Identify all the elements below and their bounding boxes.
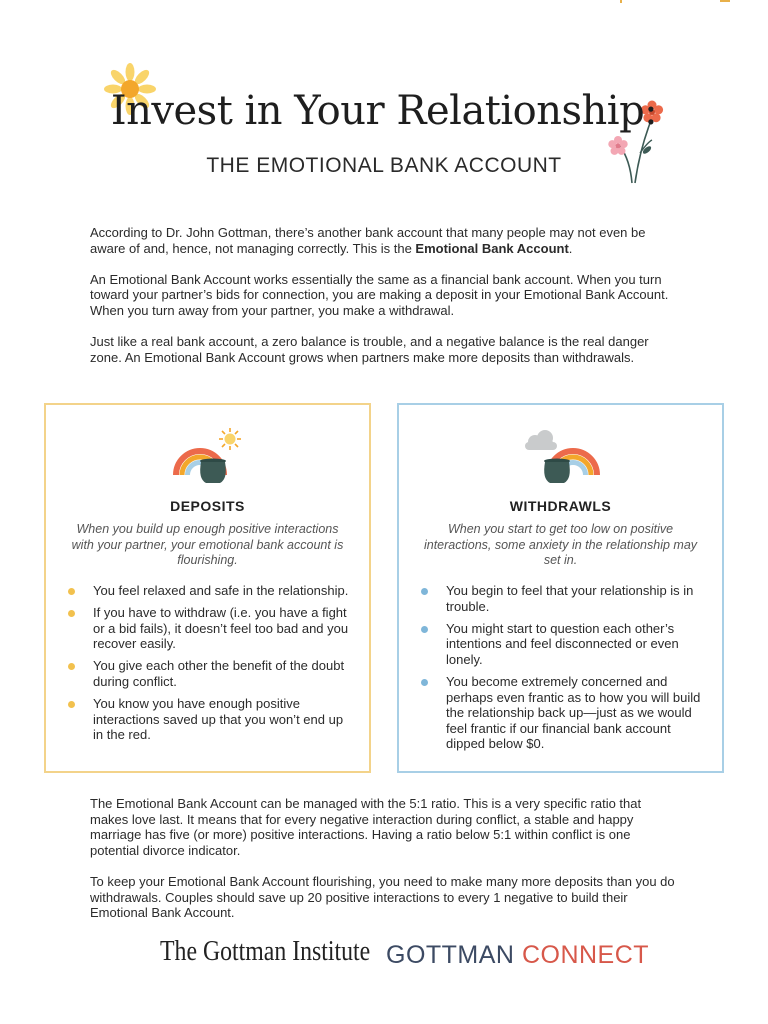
bullet-dot: [68, 663, 75, 670]
intro-p1-end: .: [568, 240, 573, 256]
outro-paragraph-1: The Emotional Bank Account can be managed with the 5:1 ratio. This is a very specific ratio that makes love last. It means that for every negative interaction during conflict, a stable and happy marriage has five (or more) positive interactions. Having a ratio below 5:1 within conflict is one potential divorce indicator.: [90, 796, 642, 858]
intro-p1-bold: Emotional Bank Account: [415, 240, 569, 256]
outro-section: [90, 796, 680, 921]
withdrawals-list: [446, 583, 704, 758]
bullet-dot: [421, 679, 428, 686]
bullet-dot: [421, 626, 428, 633]
list-item: [93, 605, 351, 652]
gottman-connect-logo: [386, 941, 649, 970]
rainbow-cloud-pot-icon: [399, 427, 722, 487]
list-item-text: You begin to feel that your relationship is in trouble.: [446, 583, 694, 614]
list-item: [93, 696, 351, 743]
intro-paragraph-1: [90, 225, 680, 256]
deposits-list: [93, 583, 351, 749]
withdrawals-heading: WITHDRAWLS: [509, 498, 612, 514]
list-item-text: You know you have enough positive interactions saved up that you won’t end up in the red.: [93, 696, 344, 743]
list-item: [93, 658, 351, 689]
deposits-box: [44, 403, 371, 773]
withdrawals-intro: When you start to get too low on positive interactions, some anxiety in the relationship may set in.: [423, 522, 698, 567]
deposits-intro: When you build up enough positive interactions with your partner, your emotional bank account is flourishing.: [71, 522, 344, 567]
intro-paragraph-3: Just like a real bank account, a zero balance is trouble, and a negative balance is the real danger zone. An Emotional Bank Account grows when partners make more deposits than withdrawals.: [90, 334, 649, 365]
list-item: [446, 583, 704, 614]
page-title: Invest in Your Relationship:: [110, 88, 658, 134]
list-item-text: You become extremely concerned and perhaps even frantic as to how you will build the relationship back up—just as we would feel frantic if our financial bank account dipped below $0.: [446, 673, 701, 752]
intro-section: [90, 225, 680, 365]
withdrawals-box: [397, 403, 724, 773]
bullet-dot: [68, 588, 75, 595]
intro-p1-text: According to Dr. John Gottman, there’s another bank account that many people may not even be aware of and, hence, not managing correctly. This is the: [90, 225, 646, 256]
gottman-connect-logo-part2: CONNECT: [521, 941, 650, 969]
intro-paragraph-2: An Emotional Bank Account works essentially the same as a financial bank account. When you turn toward your partner’s bids for connection, you are making a deposit in your Emotional Bank Account. When you turn away from your partner, you make a withdrawal.: [90, 271, 669, 318]
list-item: [93, 583, 351, 599]
list-item-text: You give each other the benefit of the doubt during conflict.: [93, 658, 345, 689]
list-item-text: You might start to question each other’s intentions and feel disconnected or even lonely.: [446, 620, 679, 667]
bullet-dot: [68, 610, 75, 617]
list-item: [446, 674, 704, 752]
page-subtitle: THE EMOTIONAL BANK ACCOUNT: [206, 154, 562, 177]
corner-accent: [620, 0, 730, 3]
gottman-connect-logo-part1: GOTTMAN: [386, 941, 515, 969]
list-item: [446, 621, 704, 668]
outro-paragraph-2: To keep your Emotional Bank Account flourishing, you need to make many more deposits than you do withdrawals. Couples should save up 20 positive interactions to every 1 negative to build their Emotional Bank Account.: [90, 873, 675, 921]
list-item-text: If you have to withdraw (i.e. you have a fight or a bid fails), it doesn’t feel too bad and you recover easily.: [93, 605, 349, 652]
bullet-dot: [68, 701, 75, 708]
rainbow-sun-pot-icon: [46, 427, 369, 487]
bullet-dot: [421, 588, 428, 595]
deposits-heading: DEPOSITS: [170, 498, 245, 514]
gottman-institute-logo: The Gottman Institute: [160, 936, 371, 967]
list-item-text: You feel relaxed and safe in the relationship.: [93, 583, 349, 598]
